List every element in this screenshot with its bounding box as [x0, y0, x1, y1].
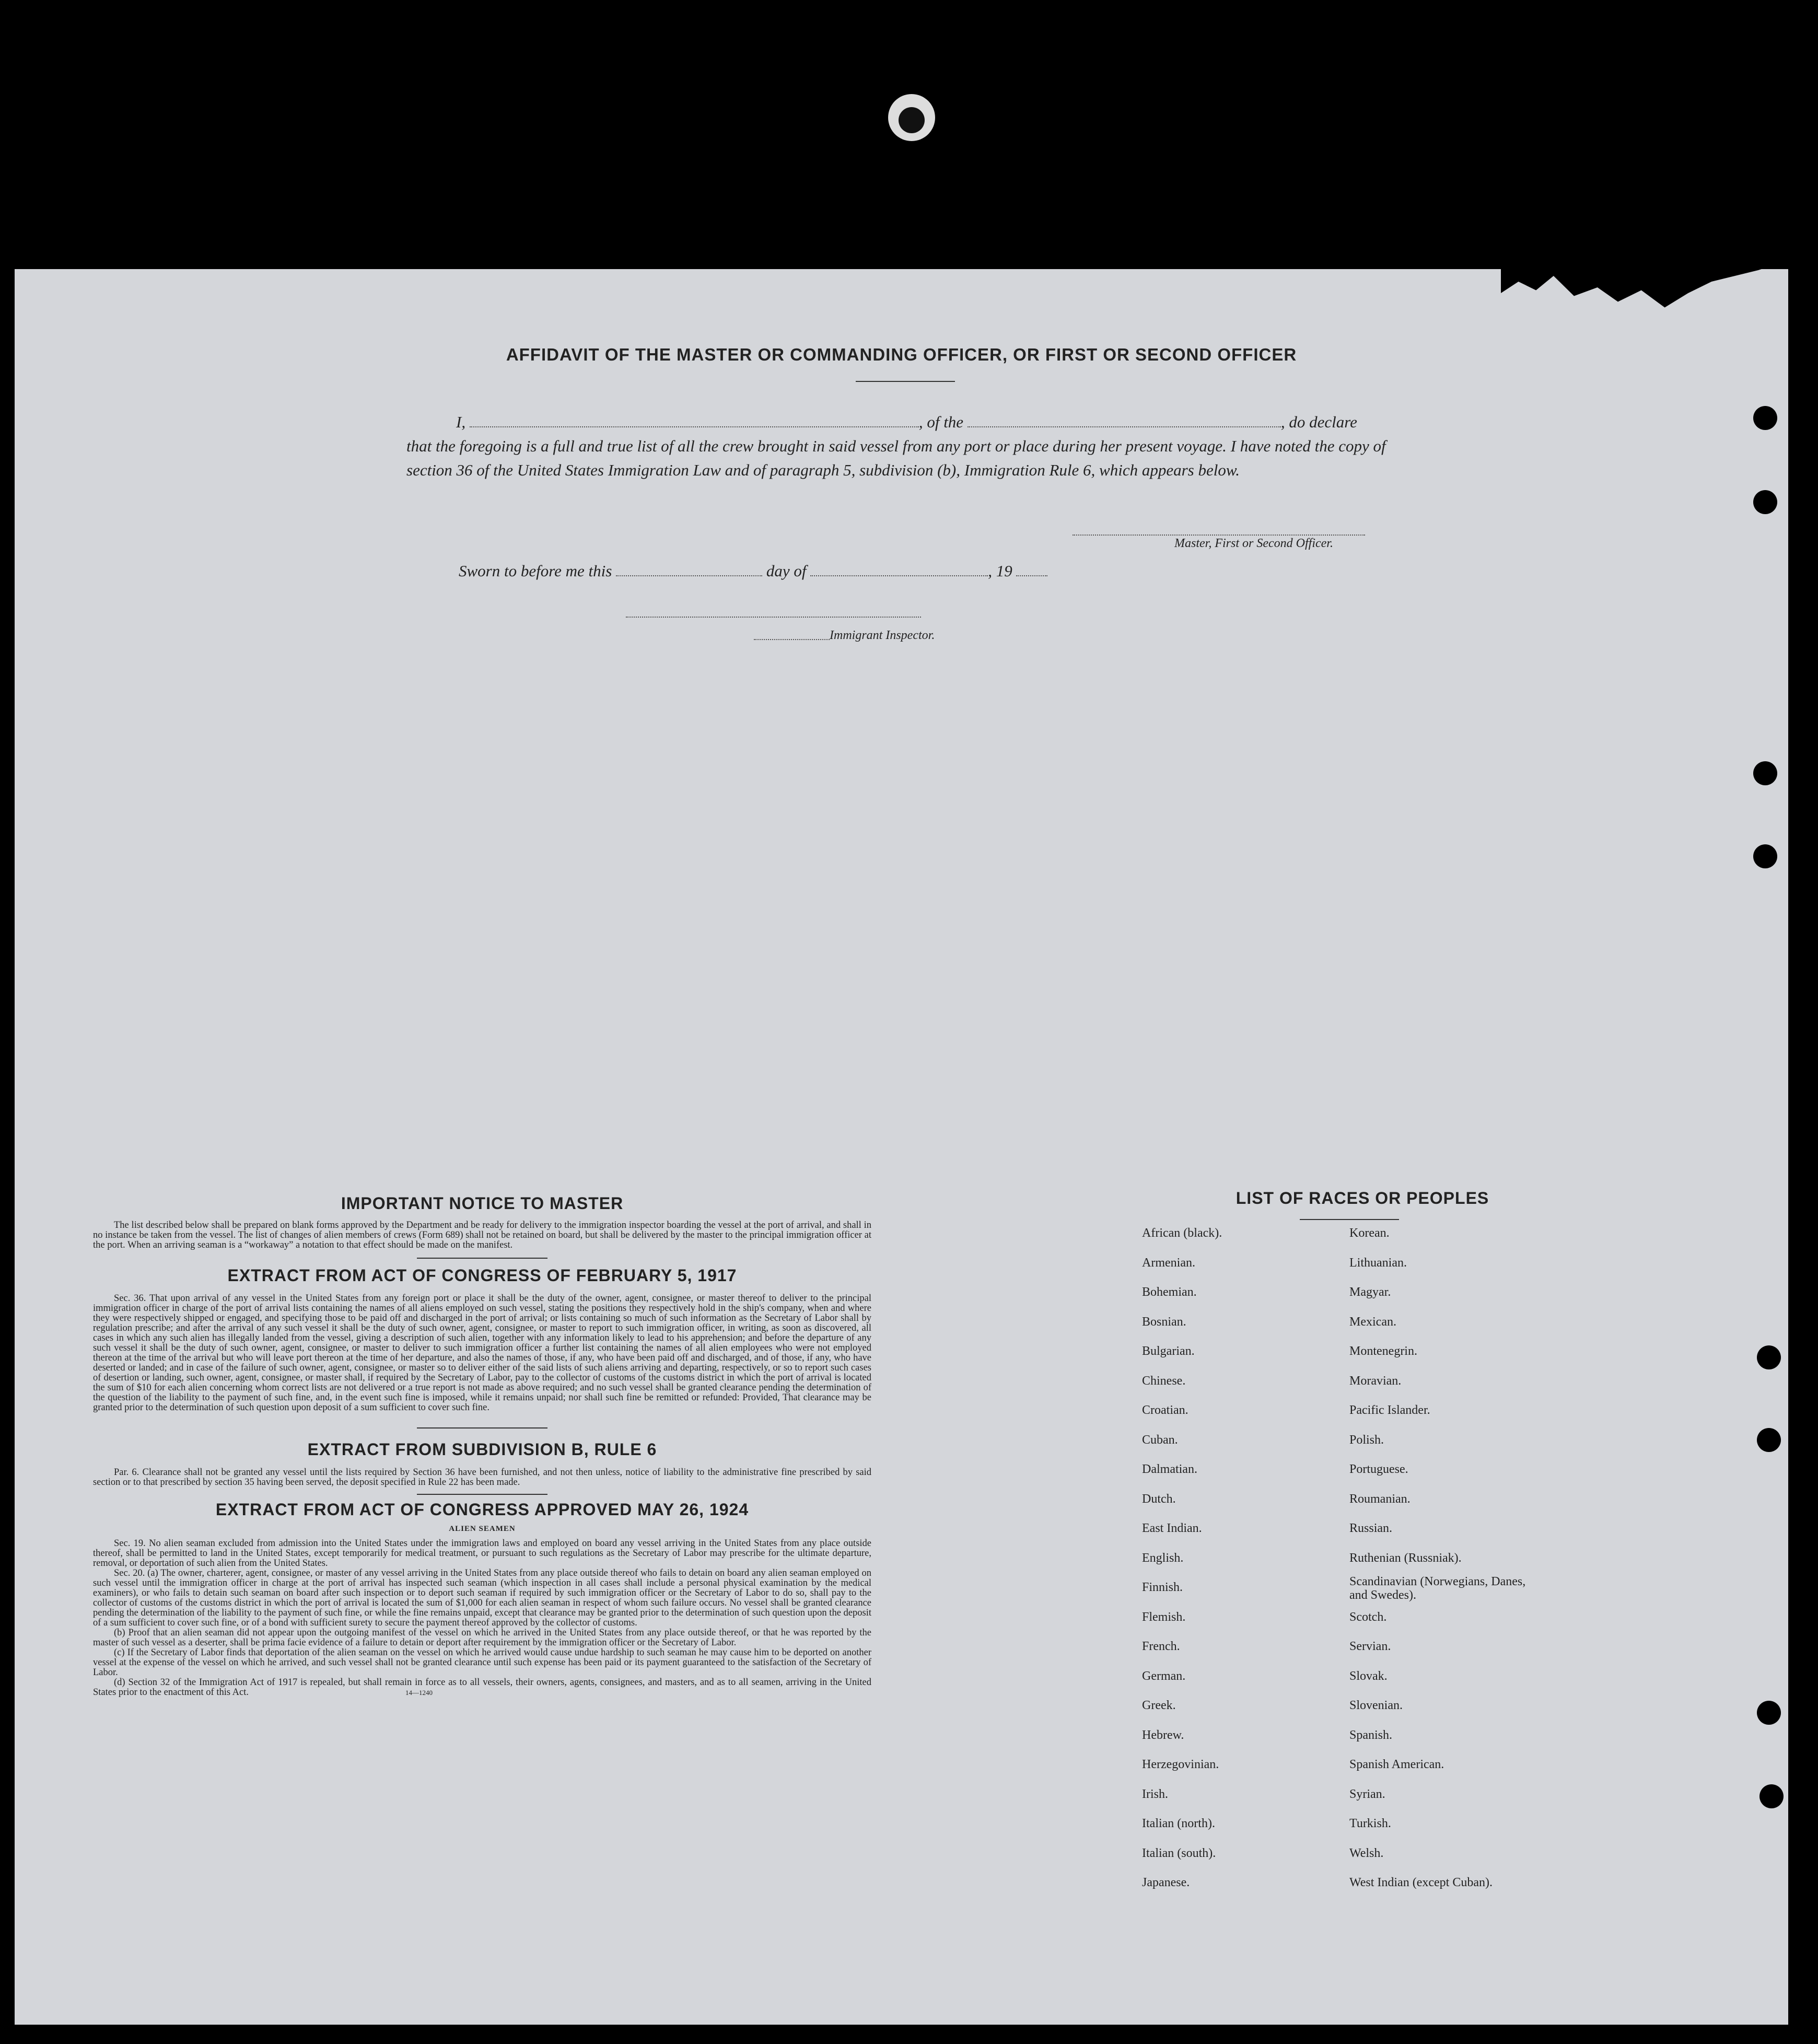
scan-hole: [888, 94, 935, 141]
extract-1924-title: EXTRACT FROM ACT OF CONGRESS APPROVED MAY 26, 1924: [215, 1500, 749, 1519]
sworn-line: [459, 562, 1047, 580]
extract-1924-para: (c) If the Secretary of Labor finds that deportation of the alien seaman on the vessel on which he arrived would cause undue hardship to such seaman he may cause him to be deported on another vessel at the expense of the vessel on which he arrived, and such vessel shall not be granted clearance until such expense has been paid or its payment guaranteed to the satisfaction of the Secretary of Labor.: [93, 1647, 871, 1678]
race-item: Hebrew.: [1142, 1728, 1184, 1742]
vessel-field[interactable]: [968, 426, 1281, 427]
punch-hole: [1757, 1428, 1781, 1452]
race-item: Syrian.: [1349, 1787, 1385, 1801]
affidavit-i: I,: [456, 413, 466, 431]
sworn-year-field[interactable]: [1016, 575, 1047, 576]
race-item: Slovenian.: [1349, 1699, 1403, 1712]
document-sheet: [15, 269, 1788, 2025]
inspector-signature-label: Immigrant Inspector.: [830, 629, 935, 642]
race-item: Flemish.: [1142, 1610, 1186, 1624]
race-item: Greek.: [1142, 1699, 1176, 1712]
race-item: Scotch.: [1349, 1610, 1387, 1624]
extract-1924-para: Sec. 19. No alien seaman excluded from admission into the United States under the immigration laws and employed on board any vessel arriving in the United States from any place outside thereof, shall be permitted to land in the United States, except temporarily for medical treatment, or pursuant to such regulations as the Secretary of Labor may prescribe for the ultimate departure, removal, or deportation of such alien from the United States.: [93, 1538, 871, 1569]
notice-title: IMPORTANT NOTICE TO MASTER: [341, 1194, 624, 1213]
race-item: Korean.: [1349, 1226, 1390, 1240]
race-item: Mexican.: [1349, 1315, 1396, 1329]
form-number: 14—1240: [405, 1689, 433, 1697]
race-item: Bosnian.: [1142, 1315, 1186, 1329]
races-title: LIST OF RACES OR PEOPLES: [1236, 1189, 1489, 1207]
race-item: Slovak.: [1349, 1669, 1388, 1683]
race-item: German.: [1142, 1669, 1186, 1683]
race-item: Pacific Islander.: [1349, 1403, 1430, 1417]
affidavit-text: that the foregoing is a full and true list of all the crew brought in said vessel from any port or place during her present voyage. I have noted the copy of section 36 of the United States Immigration Law and of paragraph 5, subdivision (b), Immigration Rule 6, which appears below.: [406, 437, 1386, 479]
affidavit-body: [406, 410, 1425, 482]
extract-rule6-text: Par. 6. Clearance shall not be granted any vessel until the lists required by Section 36 have been furnished, and not then unless, notice of liability to the administrative fine prescribed by said section or to that prescribed by section 35 having been served, the deposit specified in Rule 22 has been made.: [93, 1467, 871, 1488]
race-item: Turkish.: [1349, 1817, 1391, 1830]
master-signature-line: [1073, 535, 1365, 536]
race-item: Cuban.: [1142, 1433, 1178, 1447]
inspector-signature-line: [626, 617, 921, 618]
race-item: Chinese.: [1142, 1374, 1186, 1388]
inspector-signature-line-2: [754, 639, 830, 640]
races-list: [1127, 1189, 1598, 1889]
race-item: Polish.: [1349, 1433, 1384, 1447]
race-item: African (black).: [1142, 1226, 1222, 1240]
punch-hole: [1759, 1784, 1784, 1808]
race-item: Spanish American.: [1349, 1758, 1444, 1771]
race-item: Dalmatian.: [1142, 1462, 1197, 1476]
race-item: Welsh.: [1349, 1846, 1384, 1860]
race-item: Spanish.: [1349, 1728, 1393, 1742]
race-item: Moravian.: [1349, 1374, 1402, 1388]
section-rule: [417, 1258, 547, 1259]
race-item: Bohemian.: [1142, 1285, 1197, 1299]
extract-1924-para: (d) Section 32 of the Immigration Act of 1917 is repealed, but shall remain in force as to all vessels, their owners, agents, consignees, and masters, and as to all seamen, arriving in the United States prior to the enactment of this Act. 14—1240: [93, 1677, 871, 1698]
race-item: English.: [1142, 1551, 1184, 1565]
title-rule: [856, 381, 955, 382]
race-item: Lithuanian.: [1349, 1256, 1407, 1270]
extract-1924-para: (b) Proof that an alien seaman did not appear upon the outgoing manifest of the vessel on which he arrived in the United States from any place outside thereof, or that he was reported by the master of such vessel as a deserter, shall be prima facie evidence of a failure to detain or deport after requirement by the immigration officer or the Secretary of Labor.: [93, 1628, 871, 1648]
extract-1917-title: EXTRACT FROM ACT OF CONGRESS OF FEBRUARY 5, 1917: [227, 1266, 737, 1285]
race-item: Armenian.: [1142, 1256, 1195, 1270]
race-item: Portuguese.: [1349, 1462, 1408, 1476]
race-item: East Indian.: [1142, 1522, 1202, 1535]
extract-1917-text: Sec. 36. That upon arrival of any vessel in the United States from any foreign port or place it shall be the duty of the owner, agent, consignee, or master thereof to deliver to the principal immigration officer in charge of the port of arrival lists containing the names of all aliens employed on such vessel, stating the positions they respectively hold in the ship's company, when and where they were respectively shipped or engaged, and specifying those to be paid off and discharged in the port of arrival; or lists containing so much of such information as the Secretary of Labor shall by regulation prescribe; and after the arrival of any such vessel it shall be the duty of such owner, agent, consignee, or master to report to such immigration officer, in writing, as soon as discovered, all cases in which any such alien has illegally landed from the vessel, giving a description of such alien, together with any information likely to lead to his apprehension; and before the departure of any such vessel it shall be the duty of such owner, agent, consignee, or master to deliver to such immigration officer a further list containing the names of all alien employees who were not employed thereon at the time of the arrival but who will leave port thereon at the time of her departure, and also the names of those, if any, who have been paid off and discharged, and of those, if any, who have deserted or landed; and in case of the failure of such owner, agent, consignee, or master so to deliver either of the said lists of such aliens arriving and departing, respectively, or so to report such cases of desertion or landing, such owner, agent, consignee, or master shall, if required by the Secretary of Labor, pay to the collector of customs of the customs district in which the port of arrival is located the sum of $10 for each alien concerning whom correct lists are not delivered or a true report is not made as above required; and no such vessel shall be granted clearance pending the determination of the question of the liability to the payment of such fine, and, in the event such fine is imposed, while it remains unpaid; nor shall such fine be remitted or refunded: Provided, That clearance may be granted prior to the determination of such question upon deposit of a sum sufficient to cover such fine.: [93, 1293, 871, 1413]
race-item: Servian.: [1349, 1640, 1391, 1653]
race-item: Bulgarian.: [1142, 1344, 1195, 1358]
torn-corner: [1501, 259, 1793, 316]
race-item: Magyar.: [1349, 1285, 1391, 1299]
section-rule: [417, 1494, 547, 1495]
notice-text: The list described below shall be prepared on blank forms approved by the Department and be ready for delivery to the immigration inspector boarding the vessel at the port of arrival, and shall in no instance be taken from the vessel. The list of changes of alien members of crews (Form 689) shall not be retained on board, but shall be delivered by the master to the principal immigration officer at the port. When an arriving seaman is a “workaway” a notation to that effect should be made on the manifest.: [93, 1220, 871, 1250]
race-item: Italian (south).: [1142, 1846, 1216, 1860]
race-item: Irish.: [1142, 1787, 1168, 1801]
race-item: Croatian.: [1142, 1403, 1188, 1417]
race-item: French.: [1142, 1640, 1180, 1653]
section-rule: [417, 1427, 547, 1429]
sworn-month-field[interactable]: [810, 575, 988, 576]
notice-column: [93, 1194, 871, 1698]
sworn-day-field[interactable]: [616, 575, 762, 576]
race-item: Montenegrin.: [1349, 1344, 1417, 1358]
race-item: Roumanian.: [1349, 1492, 1411, 1506]
race-item: Herzegovinian.: [1142, 1758, 1219, 1771]
punch-hole: [1753, 490, 1777, 514]
punch-hole: [1757, 1701, 1781, 1725]
affidavit-declare: , do declare: [1280, 413, 1357, 431]
race-item: Dutch.: [1142, 1492, 1176, 1506]
race-item: West Indian (except Cuban).: [1349, 1876, 1493, 1889]
race-item: Scandinavian (Norwegians, Danes, and Swedes).: [1349, 1575, 1526, 1602]
sworn-day-of: day of: [766, 562, 807, 580]
sworn-text: Sworn to before me this: [459, 562, 612, 580]
race-item: Russian.: [1349, 1522, 1393, 1535]
punch-hole: [1753, 406, 1777, 430]
punch-hole: [1757, 1345, 1781, 1369]
master-signature-label: Master, First or Second Officer.: [1174, 537, 1333, 550]
sworn-year: , 19: [988, 562, 1012, 580]
punch-hole: [1753, 844, 1777, 868]
race-item: Finnish.: [1142, 1581, 1183, 1594]
punch-hole: [1753, 761, 1777, 785]
extract-1924-para: Sec. 20. (a) The owner, charterer, agent, consignee, or master of any vessel arriving in the United States from any place outside thereof who fails to detain on board any alien seaman employed on such vessel until the immigration officer in charge at the port of arrival has inspected such seaman (which inspection in all cases shall include a personal physical examination by the medical examiners), or who fails to detain such seaman on board after such inspection or to deport such seaman if required by such immigration officer or the Secretary of Labor to do so, shall pay to the collector of customs of the customs district in which the port of arrival is located the sum of $1,000 for each alien seaman in respect of whom such failure occurs. No vessel shall be granted clearance pending the determination of the liability to the payment of such fine, or while the fine remains unpaid, except that clearance may be granted prior to the determination of such question upon the deposit of a sum sufficient to cover such fine, or of a bond with sufficient surety to secure the payment thereof approved by the collector of customs.: [93, 1568, 871, 1628]
name-field[interactable]: [470, 426, 919, 427]
race-item: Ruthenian (Russniak).: [1349, 1551, 1462, 1565]
extract-rule6-title: EXTRACT FROM SUBDIVISION B, RULE 6: [307, 1440, 657, 1459]
affidavit-of-the: , of the: [918, 413, 964, 431]
race-item: Japanese.: [1142, 1876, 1190, 1889]
races-title-rule: [1300, 1219, 1399, 1220]
affidavit-title: AFFIDAVIT OF THE MASTER OR COMMANDING OFFICER, OR FIRST OR SECOND OFFICER: [506, 345, 1297, 364]
race-item: Italian (north).: [1142, 1817, 1215, 1830]
alien-seamen-subtitle: ALIEN SEAMEN: [449, 1525, 516, 1533]
